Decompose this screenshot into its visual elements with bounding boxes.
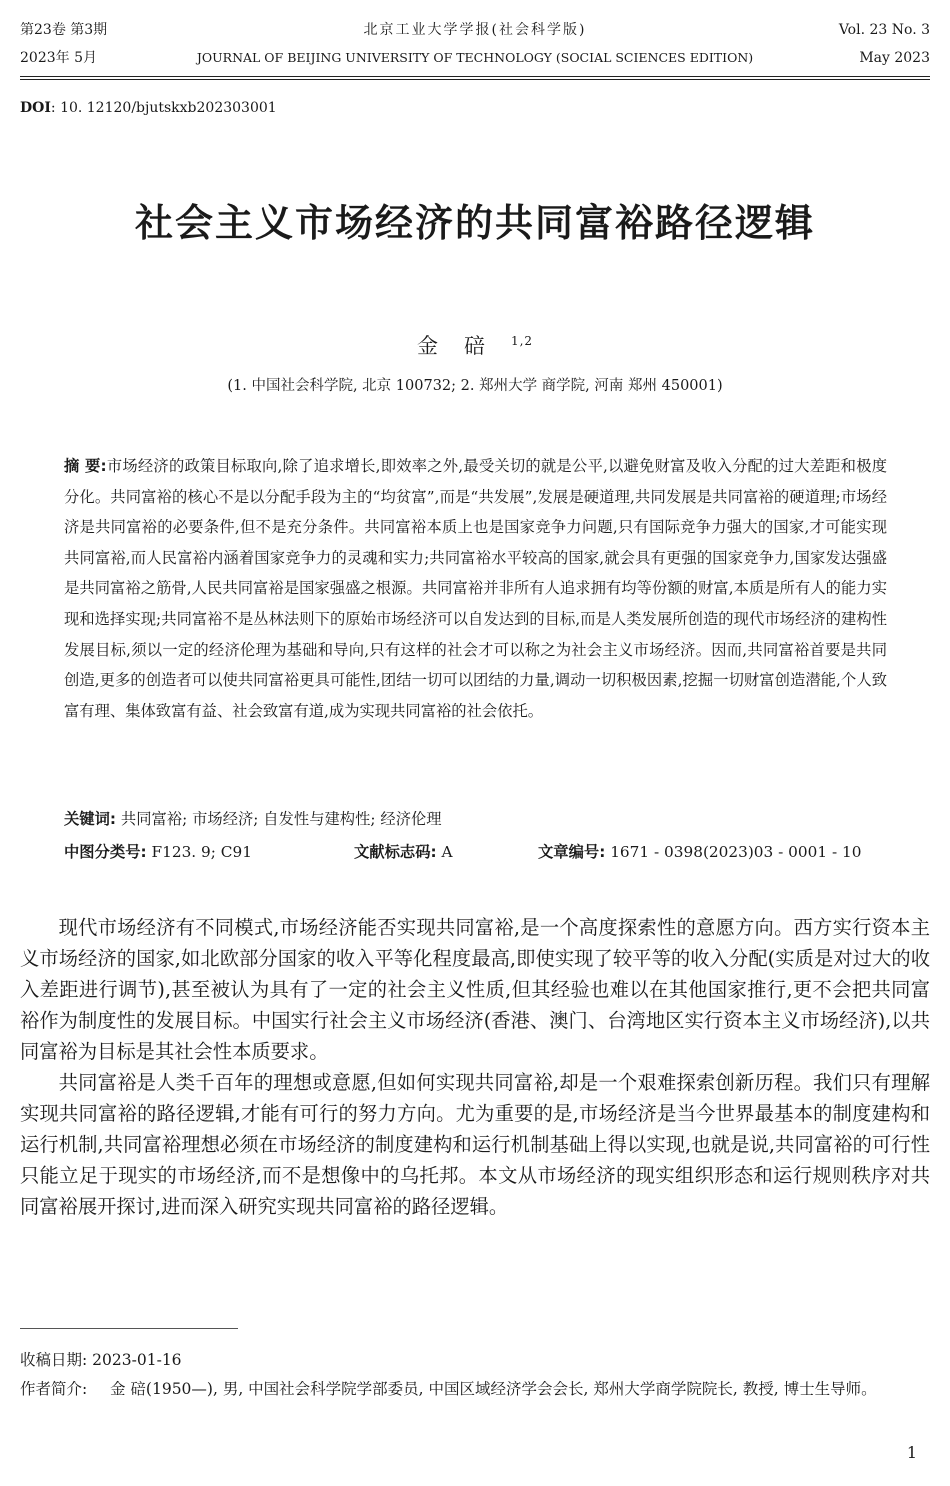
body-paragraph: 共同富裕是人类千百年的理想或意愿,但如何实现共同富裕,却是一个艰难探索创新历程。我们只有理解实现共同富裕的路径逻辑,才能有可行的努力方向。尤为重要的是,市场经济是当今世界最基本的制度建构和运行机制,共同富裕理想必须在市场经济的制度建构和运行机制基础上得以实现,也就是说,共同富裕的可行性只能立足于现实的市场经济,而不是想像中的乌托邦。本文从市场经济的现实组织形态和运行规则秩序对共同富裕展开探讨,进而深入研究实现共同富裕的路径逻辑。 <box>20 1071 930 1218</box>
document-code-field <box>354 840 453 862</box>
body-text <box>20 912 930 1222</box>
header-journal-en: JOURNAL OF BEIJING UNIVERSITY OF TECHNOLOGY (SOCIAL SCIENCES EDITION) <box>196 50 754 65</box>
header-journal-cn: 北京工业大学学报(社会科学版) <box>363 22 587 38</box>
abstract-label: 摘 要: <box>64 457 107 475</box>
document-code-value: A <box>441 843 453 861</box>
author-affiliation-marks: 1,2 <box>510 334 534 348</box>
clc-label: 中图分类号: <box>64 843 147 861</box>
header-volume-en: Vol. 23 No. 3 <box>838 22 930 38</box>
abstract-text: 市场经济的政策目标取向,除了追求增长,即效率之外,最受关切的就是公平,以避免财富及收入分配的过大差距和极度分化。共同富裕的核心不是以分配手段为主的“均贫富”,而是“共发展”,发展是硬道理,共同发展是共同富裕的硬道理;市场经济是共同富裕的必要条件,但不是充分条件。共同富裕本质上也是国家竞争力问题,只有国际竞争力强大的国家,才可能实现共同富裕,而人民富裕内涵着国家竞争力的灵魂和实力;共同富裕水平较高的国家,就会具有更强的国家竞争力,国家发达强盛是共同富裕之筋骨,人民共同富裕是国家强盛之根源。共同富裕并非所有人追求拥有均等份额的财富,本质是所有人的能力实现和选择实现;共同富裕不是丛林法则下的原始市场经济可以自发达到的目标,而是人类发展所创造的现代市场经济的建构性发展目标,须以一定的经济伦理为基础和导向,只有这样的社会才可以称之为社会主义市场经济。因而,共同富裕首要是共同创造,更多的创造者可以使共同富裕更具可能性,团结一切可以团结的力量,调动一切积极因素,挖掘一切财富创造潜能,个人致富有理、集体致富有益、社会致富有道,成为实现共同富裕的社会依托。 <box>64 457 887 720</box>
header-rule <box>20 76 930 77</box>
article-id-field <box>538 840 861 862</box>
keywords-label: 关键词: <box>64 810 117 828</box>
received-date: 2023-01-16 <box>92 1351 182 1369</box>
body-paragraph: 现代市场经济有不同模式,市场经济能否实现共同富裕,是一个高度探索性的意愿方向。西方实行资本主义市场经济的国家,如北欧部分国家的收入平等化程度最高,即使实现了较平等的收入分配(实质是对过大的收入差距进行调节),甚至被认为具有了一定的社会主义性质,但其经验也难以在其他国家推行,更不会把共同富裕作为制度性的发展目标。中国实行社会主义市场经济(香港、澳门、台湾地区实行资本主义市场经济),以共同富裕为目标是其社会性本质要求。 <box>20 916 930 1063</box>
article-id-label: 文章编号: <box>538 843 606 861</box>
doi-separator: : <box>50 100 56 116</box>
paper-title: 社会主义市场经济的共同富裕路径逻辑 <box>134 200 815 245</box>
page-number: 1 <box>906 1443 917 1462</box>
bio-text: 金 碚(1950—), 男, 中国社会科学院学部委员, 中国区域经济学会会长, 郑州大学商学院院长, 教授, 博士生导师。 <box>110 1380 877 1398</box>
bio-label: 作者简介: <box>20 1380 88 1398</box>
author-name: 金碚 <box>416 334 511 358</box>
doi-line <box>20 100 277 116</box>
footnote-rule <box>20 1328 238 1329</box>
article-id-value: 1671 - 0398(2023)03 - 0001 - 10 <box>610 843 862 861</box>
doi-value[interactable]: 10. 12120/bjutskxb202303001 <box>60 100 277 116</box>
received-label: 收稿日期: <box>20 1351 88 1369</box>
header-volume-cn: 第23卷 第3期 <box>20 22 108 38</box>
received-date-line <box>20 1348 182 1370</box>
keywords <box>64 807 887 829</box>
header-date-cn: 2023年 5月 <box>20 50 97 66</box>
affiliation: (1. 中国社会科学院, 北京 100732; 2. 郑州大学 商学院, 河南 郑州 450001) <box>227 378 723 394</box>
clc-value: F123. 9; C91 <box>151 843 252 861</box>
doi-label: DOI <box>20 100 51 116</box>
abstract <box>64 451 887 726</box>
document-code-label: 文献标志码: <box>354 843 437 861</box>
keywords-text: 共同富裕; 市场经济; 自发性与建构性; 经济伦理 <box>120 810 442 828</box>
header-rule <box>20 79 930 80</box>
author-line <box>0 330 950 360</box>
header-date-en: May 2023 <box>859 50 930 66</box>
clc-field <box>64 840 252 862</box>
